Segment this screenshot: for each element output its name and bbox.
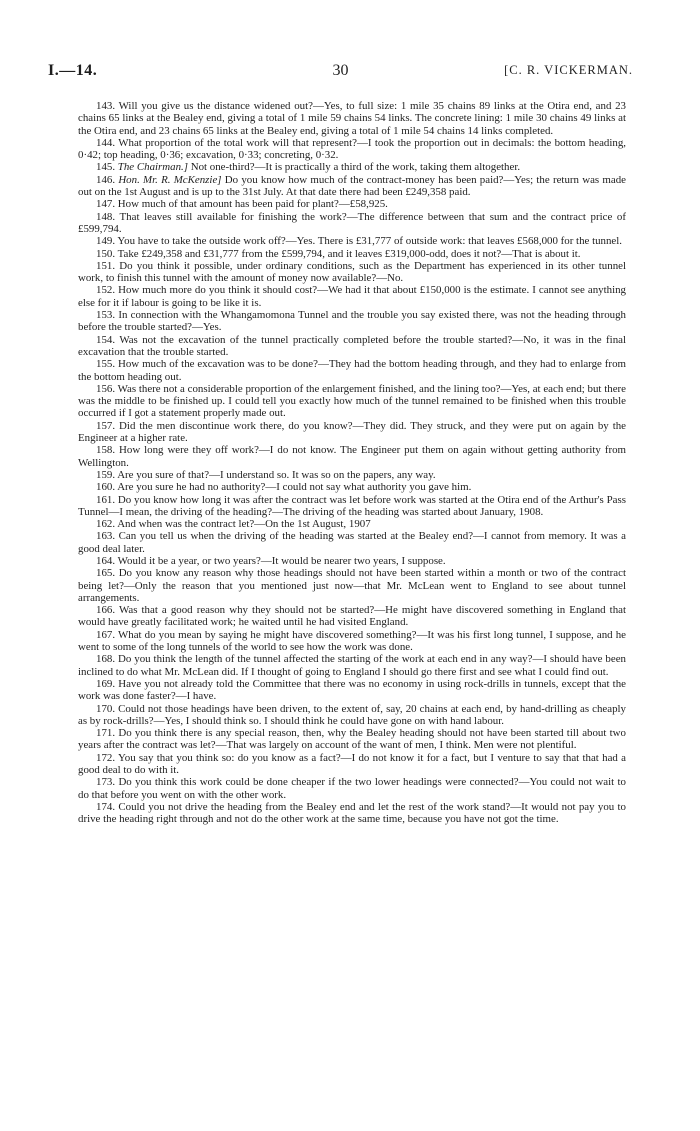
question-152 xyxy=(78,284,626,309)
question-text: Do you think this work could be done cheaper if the two lower headings were connected?—You could not wait to do that before you went on with the other work. xyxy=(78,776,626,801)
question-number: 159. xyxy=(96,468,116,481)
question-172 xyxy=(78,752,626,777)
question-text: Do you think the length of the tunnel affected the starting of the work at each end in any way?—I should have been inclined to do what Mr. McLean did. If I thought of going to England I should go there first and see what I could find out. xyxy=(78,653,626,678)
question-155 xyxy=(78,358,626,383)
question-number: 172. xyxy=(96,751,116,764)
question-number: 146. xyxy=(96,173,116,186)
question-160 xyxy=(78,481,626,493)
question-number: 149. xyxy=(96,235,116,248)
question-number: 174. xyxy=(96,800,116,813)
question-text: What do you mean by saying he might have discovered something?—It was his first long tunnel, I suppose, and he went to some of the long tunnels of the world to see how the work was done. xyxy=(78,628,626,654)
question-173 xyxy=(78,776,626,801)
question-161 xyxy=(78,494,626,519)
question-text: Are you sure of that?—I understand so. It was so on the papers, any way. xyxy=(117,468,436,481)
question-number: 166. xyxy=(96,604,116,617)
question-text: Do you think it possible, under ordinary conditions, such as the Department has experienced in its other tunnel work, to finish this tunnel with the amount of money now available?—No. xyxy=(78,259,626,285)
question-text: In connection with the Whangamomona Tunnel and the trouble you say existed there, was not the heading through before the trouble started?—Yes. xyxy=(78,309,626,334)
question-157 xyxy=(78,420,626,445)
question-text: Do you know any reason why those headings should not have been started within a month or two of the contract being let?—Only the reason that you mentioned just now—that Mr. McLean went to England to see about tunnel arrangements. xyxy=(78,567,626,604)
page-number: 30 xyxy=(332,62,349,79)
question-170 xyxy=(78,703,626,728)
speaker-name: The Chairman.] xyxy=(117,161,188,174)
question-text: How much of the excavation was to be done?—They had the bottom heading through, and they had to enlarge from the bottom heading out. xyxy=(78,358,626,383)
question-number: 158. xyxy=(96,444,116,457)
question-147 xyxy=(78,198,626,210)
question-text: Will you give us the distance widened out?—Yes, to full size: 1 mile 35 chains 89 links at the Otira end, and 23 chains 65 links at the Bealey end, giving a total of 1 mile 59 chains 54 links. The concrete lining: 1 mile 30 chains 49 links at the Otira end, and 23 chains 65 links at the Bealey end, giving a total of 1 mile 54 chains 14 links completed. xyxy=(78,100,626,137)
question-text: Not one-third?—It is practically a third of the work, taking them altogether. xyxy=(190,161,521,174)
page-header xyxy=(48,62,633,82)
question-text: That leaves still available for finishing the work?—The difference between that sum and the contract price of £599,794. xyxy=(78,210,627,235)
question-text: What proportion of the total work will that represent?—I took the proportion out in decimals: the bottom heading, 0·42; top heading, 0·36; excavation, 0·33; concreting, 0·32. xyxy=(78,136,626,162)
question-text: How much of that amount has been paid for plant?—£58,925. xyxy=(117,198,388,211)
question-165 xyxy=(78,567,626,604)
question-167 xyxy=(78,629,626,654)
question-144 xyxy=(78,137,626,162)
question-171 xyxy=(78,727,626,752)
question-number: 161. xyxy=(96,493,116,506)
question-text: Did the men discontinue work there, do you know?—They did. They struck, and they were put on again by the Engineer at a higher rate. xyxy=(78,419,626,445)
question-text: Could you not drive the heading from the Bealey end and let the rest of the work stand?—It would not pay you to drive the heading right through and not do the other work at the same time, because you have not got the time. xyxy=(78,800,626,826)
question-number: 162. xyxy=(96,518,116,531)
question-number: 153. xyxy=(96,309,116,322)
witness-name: [C. R. VICKERMAN. xyxy=(504,63,633,77)
question-number: 150. xyxy=(96,247,116,260)
transcript-body xyxy=(78,100,626,826)
question-text: How long were they off work?—I do not know. The Engineer put them on again without getting authority from Wellington. xyxy=(78,444,626,469)
question-154 xyxy=(78,334,626,359)
question-text: Take £249,358 and £31,777 from the £599,794, and it leaves £319,000-odd, does it not?—That is about it. xyxy=(117,247,581,260)
question-text: Was not the excavation of the tunnel practically completed before the trouble started?—No, it was in the final excavation that the trouble started. xyxy=(78,333,626,358)
question-number: 147. xyxy=(96,198,116,211)
question-number: 160. xyxy=(96,481,116,494)
question-159 xyxy=(78,469,626,481)
speaker-name: Hon. Mr. R. McKenzie] xyxy=(118,173,222,186)
question-text: And when was the contract let?—On the 1st August, 1907 xyxy=(117,518,371,531)
question-text: Do you think there is any special reason, then, why the Bealey heading should not have been started till about two years after the contract was let?—That was largely on account of the want of men, I think. Men were not plentiful. xyxy=(78,727,626,752)
question-text: You have to take the outside work off?—Yes. There is £31,777 of outside work: that leaves £568,000 for the tunnel. xyxy=(117,235,623,248)
document-reference: I.—14. xyxy=(48,62,98,79)
question-158 xyxy=(78,444,626,469)
question-number: 167. xyxy=(96,628,116,641)
question-number: 145. xyxy=(96,161,116,174)
question-text: Was there not a considerable proportion of the enlargement finished, and the lining too?—Yes, at each end; but there was the middle to be finished up. I could tell you exactly how much of the tunnel remained to be finished when this trouble occurred if I got a statement properly made out. xyxy=(78,382,626,420)
question-text: You say that you think so: do you know as a fact?—I do not know it for a fact, but I venture to say that that had a good deal to do with it. xyxy=(78,751,626,777)
question-162 xyxy=(78,518,626,530)
question-text: Are you sure he had no authority?—I could not say what authority you gave him. xyxy=(117,481,472,494)
question-number: 169. xyxy=(96,677,116,690)
question-153 xyxy=(78,309,626,334)
question-number: 152. xyxy=(96,284,116,297)
question-156 xyxy=(78,383,626,420)
question-number: 155. xyxy=(96,358,116,371)
question-146 xyxy=(78,174,626,199)
question-number: 164. xyxy=(96,554,116,567)
question-151 xyxy=(78,260,626,285)
question-number: 157. xyxy=(96,419,116,432)
question-number: 173. xyxy=(96,776,116,789)
question-text: Was that a good reason why they should not be started?—He might have discovered something in England that would have greatly facilitated work; he waited until he had visited England. xyxy=(78,604,626,629)
question-163 xyxy=(78,530,626,555)
question-number: 144. xyxy=(96,136,116,149)
question-145 xyxy=(78,161,626,173)
question-number: 148. xyxy=(96,210,116,223)
question-149 xyxy=(78,235,626,247)
question-text: Can you tell us when the driving of the heading was started at the Bealey end?—I cannot from memory. It was a good deal later. xyxy=(78,530,626,555)
question-164 xyxy=(78,555,626,567)
question-number: 168. xyxy=(96,653,116,666)
question-number: 171. xyxy=(96,727,116,740)
question-text: Have you not already told the Committee that there was no economy in using rock-drills in tunnels, except that the work was done faster?—I have. xyxy=(78,677,626,703)
question-number: 151. xyxy=(96,259,116,272)
question-148 xyxy=(78,211,626,236)
question-number: 165. xyxy=(96,567,116,580)
question-143 xyxy=(78,100,626,137)
question-text: Would it be a year, or two years?—It would be nearer two years, I suppose. xyxy=(117,554,446,567)
question-number: 170. xyxy=(96,702,116,715)
question-150 xyxy=(78,248,626,260)
question-text: Could not those headings have been driven, to the extent of, say, 20 chains at each end, by hand-drilling as cheaply as by rock-drills?—Yes, I should think so. I should think he could have gone on with hand labour. xyxy=(78,702,626,727)
question-number: 163. xyxy=(96,530,116,543)
question-169 xyxy=(78,678,626,703)
question-168 xyxy=(78,653,626,678)
question-number: 156. xyxy=(96,382,116,395)
question-174 xyxy=(78,801,626,826)
question-text: Do you know how long it was after the contract was let before work was started at the Otira end of the Arthur's Pass Tunnel—I mean, the driving of the heading?—The driving of the heading was started about January, 1908. xyxy=(78,493,626,518)
question-number: 154. xyxy=(96,333,116,346)
question-text: Do you know how much of the contract-money has been paid?—Yes; the return was made out on the 1st August and is up to the 31st July. At that date there had been £249,358 paid. xyxy=(78,173,626,199)
question-166 xyxy=(78,604,626,629)
question-number: 143. xyxy=(96,100,116,112)
question-text: How much more do you think it should cost?—We had it that about £150,000 is the estimate. I cannot see anything else for it if labour is going to be like it is. xyxy=(78,284,626,309)
